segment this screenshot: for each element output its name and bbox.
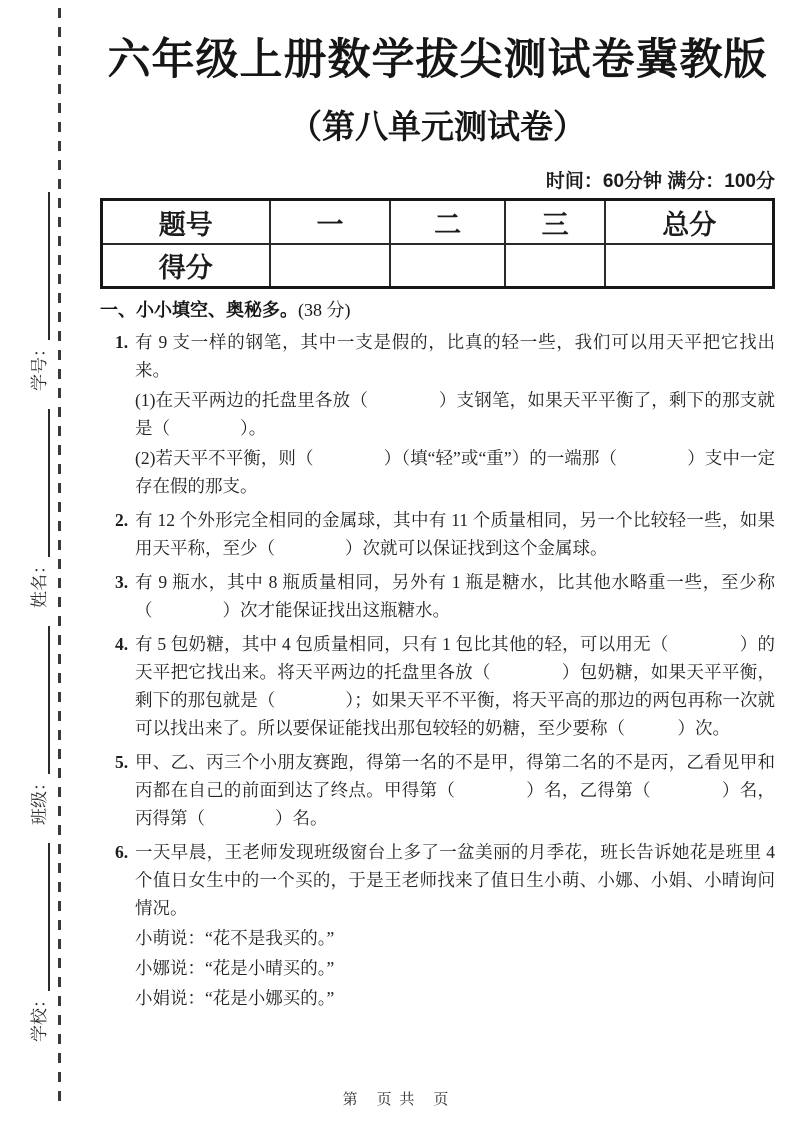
question-3 [100, 568, 775, 624]
question-1 [100, 328, 775, 500]
score-cell-2 [390, 244, 504, 288]
score-table-col-1: 一 [270, 200, 391, 244]
fill-blank-line [30, 192, 50, 340]
question-part: (2)若天平不平衡，则（ ）（填“轻”或“重”）的一端那（ ）支中一定存在假的那支。 [135, 448, 775, 497]
student-field-label: 学号： [30, 340, 49, 391]
score-cell-1 [270, 244, 391, 288]
question-4 [100, 630, 775, 742]
section-one-heading [100, 296, 775, 324]
score-table-col-2: 二 [390, 200, 504, 244]
question-number: 1. [115, 332, 129, 353]
question-part: 甲、乙、丙三个小朋友赛跑，得第一名的不是甲，得第二名的不是丙，乙看见甲和丙都在自己的前面到达了终点。甲得第（ ）名，乙得第（ ）名，丙得第（ ）名。 [135, 752, 775, 829]
fill-blank-line [30, 409, 50, 557]
question-number: 5. [115, 752, 129, 773]
question-number: 6. [115, 842, 129, 863]
question-part: (1)在天平两边的托盘里各放（ ）支钢笔，如果天平平衡了，剩下的那支就是（ ）。 [135, 390, 775, 439]
question-part: 有 5 包奶糖，其中 4 包质量相同，只有 1 包比其他的轻，可以用无（ ）的天平把它找出来。将天平两边的托盘里各放（ ）包奶糖，如果天平平衡，剩下的那包就是（ ）；如果天平不平衡，将天平高的那边的两包再称一次就可以找出来了。所以要保证能找出那包较轻的奶糖，至少要称（ ）次。 [135, 634, 775, 739]
section-one-score: (38 分) [298, 300, 351, 321]
exam-meta: 时间：60分钟 满分：100分 [545, 171, 775, 193]
fold-dashed-line [58, 8, 61, 1108]
student-field-label: 学校： [30, 991, 49, 1042]
section-one-title: 一、小小填空、奥秘多。 [100, 300, 298, 321]
question-6 [100, 838, 775, 1012]
student-field-name [25, 409, 50, 608]
fill-blank-line [30, 626, 50, 774]
question-list [100, 328, 775, 1012]
question-part: 有 12 个外形完全相同的金属球，其中有 11 个质量相同，另一个比较轻一些，如果用天平称，至少（ ）次就可以保证找到这个金属球。 [135, 510, 775, 559]
fill-blank-line [30, 843, 50, 991]
page-title: 六年级上册数学拔尖测试卷冀教版 [107, 36, 768, 84]
question-part: 小萌说：“花不是我买的。” [135, 928, 335, 949]
student-field-label: 班级： [30, 774, 49, 825]
question-part: 小娟说：“花是小娜买的。” [135, 988, 335, 1009]
score-row-label: 得分 [102, 244, 270, 288]
score-table-score-row [102, 244, 774, 288]
score-table-col-total: 总分 [605, 200, 773, 244]
question-5 [100, 748, 775, 832]
question-part: 一天早晨，王老师发现班级窗台上多了一盆美丽的月季花，班长告诉她花是班里 4 个值日女生中的一个买的，于是王老师找来了值日生小萌、小娜、小娟、小晴询问情况。 [135, 842, 775, 919]
student-field-class [25, 626, 50, 825]
page-footer: 第 页 共 页 [342, 1092, 451, 1108]
score-cell-3 [505, 244, 606, 288]
student-info-strip [14, 67, 50, 1042]
question-part: 小娜说：“花是小晴买的。” [135, 958, 335, 979]
question-2 [100, 506, 775, 562]
score-table [100, 198, 775, 289]
question-part: 有 9 瓶水，其中 8 瓶质量相同，另外有 1 瓶是糖水，比其他水略重一些，至少称（ ）次才能保证找出这瓶糖水。 [135, 572, 775, 621]
score-cell-total [605, 244, 773, 288]
score-table-corner: 题号 [102, 200, 270, 244]
score-table-col-3: 三 [505, 200, 606, 244]
paper-content [100, 0, 775, 1018]
question-number: 4. [115, 634, 129, 655]
question-number: 2. [115, 510, 129, 531]
student-field-school [25, 843, 50, 1042]
question-number: 3. [115, 572, 129, 593]
student-field-label: 姓名： [30, 557, 49, 608]
student-field-id [25, 192, 50, 391]
score-table-header-row [102, 200, 774, 244]
question-part: 有 9 支一样的钢笔，其中一支是假的，比真的轻一些，我们可以用天平把它找出来。 [135, 332, 775, 381]
page-subtitle: （第八单元测试卷） [289, 108, 586, 146]
